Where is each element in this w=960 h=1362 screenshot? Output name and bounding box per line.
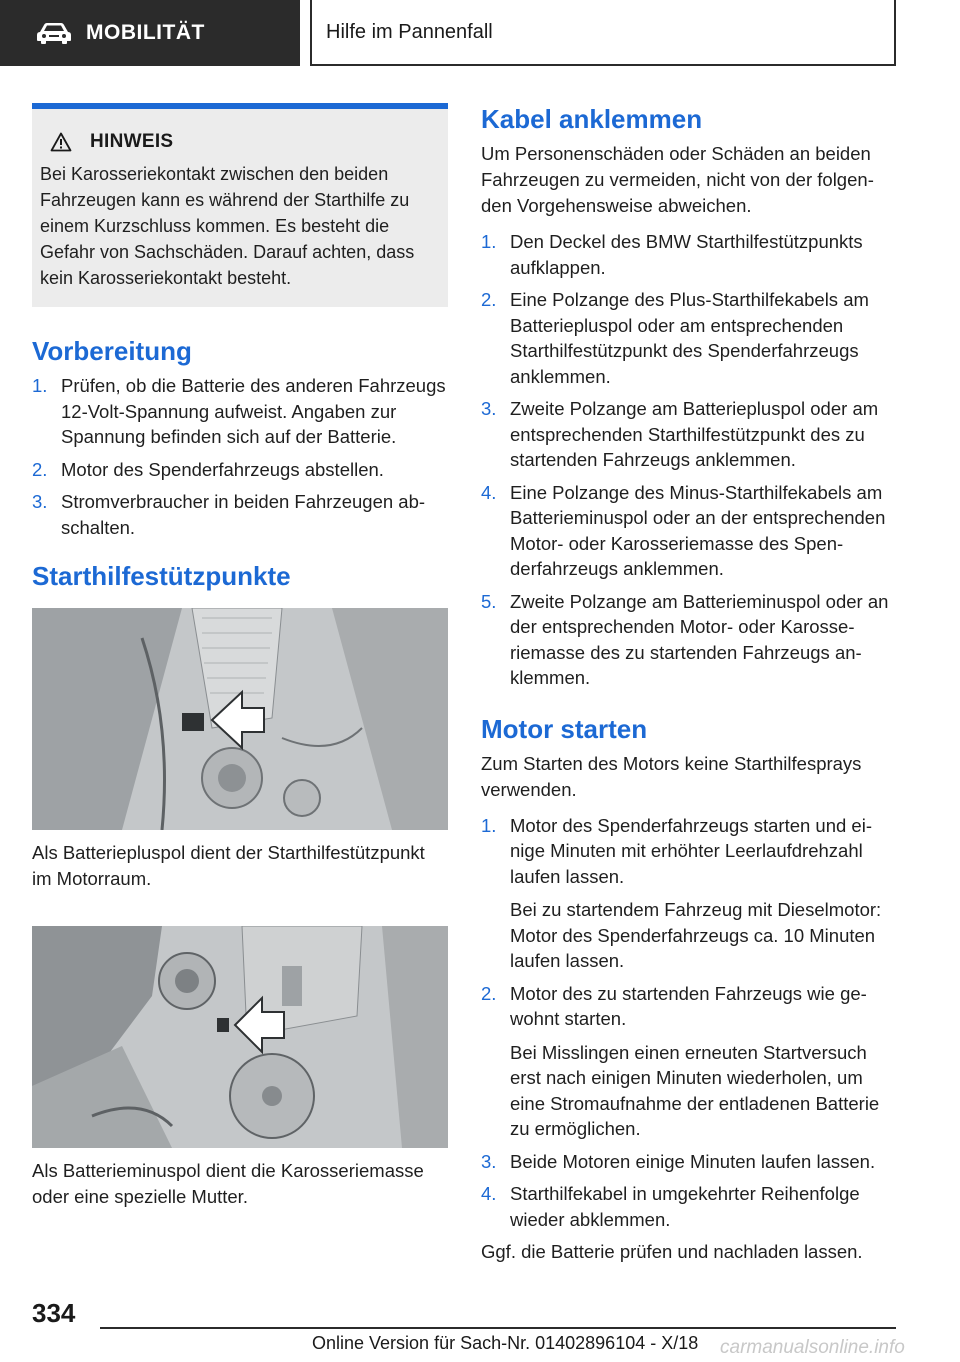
section-tab <box>0 0 300 66</box>
step-number: 3. <box>481 398 497 419</box>
note-title: HINWEIS <box>90 131 174 152</box>
list-item <box>481 813 896 974</box>
step-number: 3. <box>32 491 48 512</box>
warning-icon <box>50 132 72 152</box>
step-text: Motor des zu startenden Fahrzeugs wie gewohnt starten. <box>510 982 867 1029</box>
watermark: carmanualsonline.info <box>720 1337 905 1358</box>
chapter-label: Hilfe im Pannenfall <box>326 20 493 43</box>
list-item <box>481 396 896 473</box>
heading-vorbereitung: Vorbereitung <box>32 336 192 366</box>
chapter-tab <box>310 0 896 66</box>
step-number: 1. <box>32 375 48 396</box>
step-number: 4. <box>481 1183 497 1204</box>
step-number: 3. <box>481 1150 497 1172</box>
step-number: 4. <box>481 481 497 503</box>
step-subtext: Bei Misslingen einen erneuten Startversuch erst nach einigen Minuten wiederholen, um eine Stromaufnahme der entladenen Batterie zu ermöglichen. <box>510 1041 880 1139</box>
heading-kabel-anklemmen: Kabel anklemmen <box>481 104 703 134</box>
motor-intro: Zum Starten des Motors keine Starthilfesprays verwenden. <box>481 752 862 800</box>
caption-minus: Als Batterieminuspol dient die Karosseriemasse oder eine spezielle Mutter. <box>32 1160 424 1207</box>
step-content <box>510 981 896 1142</box>
step-text: Stromverbraucher in beiden Fahrzeugen abschalten. <box>61 491 426 538</box>
step-text: Motor des Spenderfahrzeugs starten und einige Minuten mit erhöhter Leerlaufdrehzahl laufen lassen. <box>510 814 872 887</box>
list-item <box>481 480 896 582</box>
note-header <box>40 131 432 153</box>
page-number: 334 <box>32 1298 76 1328</box>
engine-photo-plus <box>32 608 448 830</box>
note-box <box>32 103 448 307</box>
right-column <box>481 103 896 1265</box>
engine-illustration-minus <box>32 926 448 1148</box>
step-text: Zweite Polzange am Batterieminuspol oder an der entsprechenden Motor- oder Karosseriemasse des zu startenden Fahrzeugs anklemmen. <box>510 590 889 688</box>
heading-starthilfestuetzpunkte: Starthilfestützpunkte <box>32 561 291 591</box>
list-item <box>32 373 448 450</box>
caption-plus: Als Batteriepluspol dient der Starthilfestützpunkt im Motorraum. <box>32 842 425 889</box>
step-subtext: Bei zu startendem Fahrzeug mit Dieselmotor: Motor des Spenderfahrzeugs ca. 10 Minuten laufen lassen. <box>510 899 882 971</box>
kabel-intro: Um Personenschäden oder Schäden an beiden Fahrzeugen zu vermeiden, nicht von der folgenden Vorgehensweise abweichen. <box>481 143 874 216</box>
motor-outro: Ggf. die Batterie prüfen und nachladen lassen. <box>481 1241 863 1262</box>
step-number: 1. <box>481 231 497 252</box>
vorbereitung-steps <box>32 373 448 540</box>
step-number: 1. <box>481 814 497 836</box>
step-number: 2. <box>481 289 497 310</box>
step-content <box>510 813 896 974</box>
heading-motor-starten: Motor starten <box>481 713 648 744</box>
step-number: 2. <box>32 458 48 480</box>
page-header <box>0 0 960 66</box>
list-item <box>32 489 448 540</box>
left-column <box>32 103 448 1210</box>
list-item <box>481 1149 896 1175</box>
list-item <box>481 589 896 691</box>
step-text: Eine Polzange des Minus-Starthilfekabels am Batterieminuspol oder an der entsprechenden Motor- oder Karosseriemasse des Spenderfahrzeugs anklemmen. <box>510 481 886 579</box>
engine-photo-minus <box>32 926 448 1148</box>
kabel-steps <box>481 229 896 691</box>
step-text: Beide Motoren einige Minuten laufen lassen. <box>510 1150 876 1172</box>
section-label: MOBILITÄT <box>86 21 205 44</box>
car-icon <box>36 21 72 45</box>
note-text: Bei Karosseriekontakt zwischen den beiden Fahrzeugen kann es während der Starthilfe zu einem Kurzschluss kommen. Es besteht die Gefahr von Sachschäden. Darauf achten, dass kein Karosseriekontakt besteht. <box>40 164 415 288</box>
step-text: Eine Polzange des Plus-Starthilfekabels am Batteriepluspol oder am entsprechenden Starthilfestützpunkt des Spenderfahrzeugs anklemmen. <box>510 289 869 387</box>
list-item <box>481 229 896 280</box>
engine-illustration-plus <box>32 608 448 830</box>
step-number: 5. <box>481 590 497 612</box>
step-text: Zweite Polzange am Batteriepluspol oder am entsprechenden Starthilfestützpunkt des zu startenden Fahrzeugs anklemmen. <box>510 398 879 470</box>
step-text: Den Deckel des BMW Starthilfestützpunkts aufklappen. <box>510 231 863 278</box>
step-text: Starthilfekabel in umgekehrter Reihenfolge wieder abklemmen. <box>510 1183 860 1230</box>
step-text: Prüfen, ob die Batterie des anderen Fahrzeugs 12-Volt-Spannung aufweist. Angaben zur Spannung befinden sich auf der Batterie. <box>61 375 446 447</box>
footer-version: Online Version für Sach-Nr. 01402896104 - X/18 <box>312 1333 699 1353</box>
step-number: 2. <box>481 982 497 1004</box>
list-item <box>481 981 896 1142</box>
motor-steps <box>481 813 896 1233</box>
list-item <box>481 1181 896 1232</box>
list-item <box>481 287 896 389</box>
footer-divider <box>100 1327 896 1329</box>
step-text: Motor des Spenderfahrzeugs abstellen. <box>61 458 384 480</box>
list-item <box>32 457 448 483</box>
